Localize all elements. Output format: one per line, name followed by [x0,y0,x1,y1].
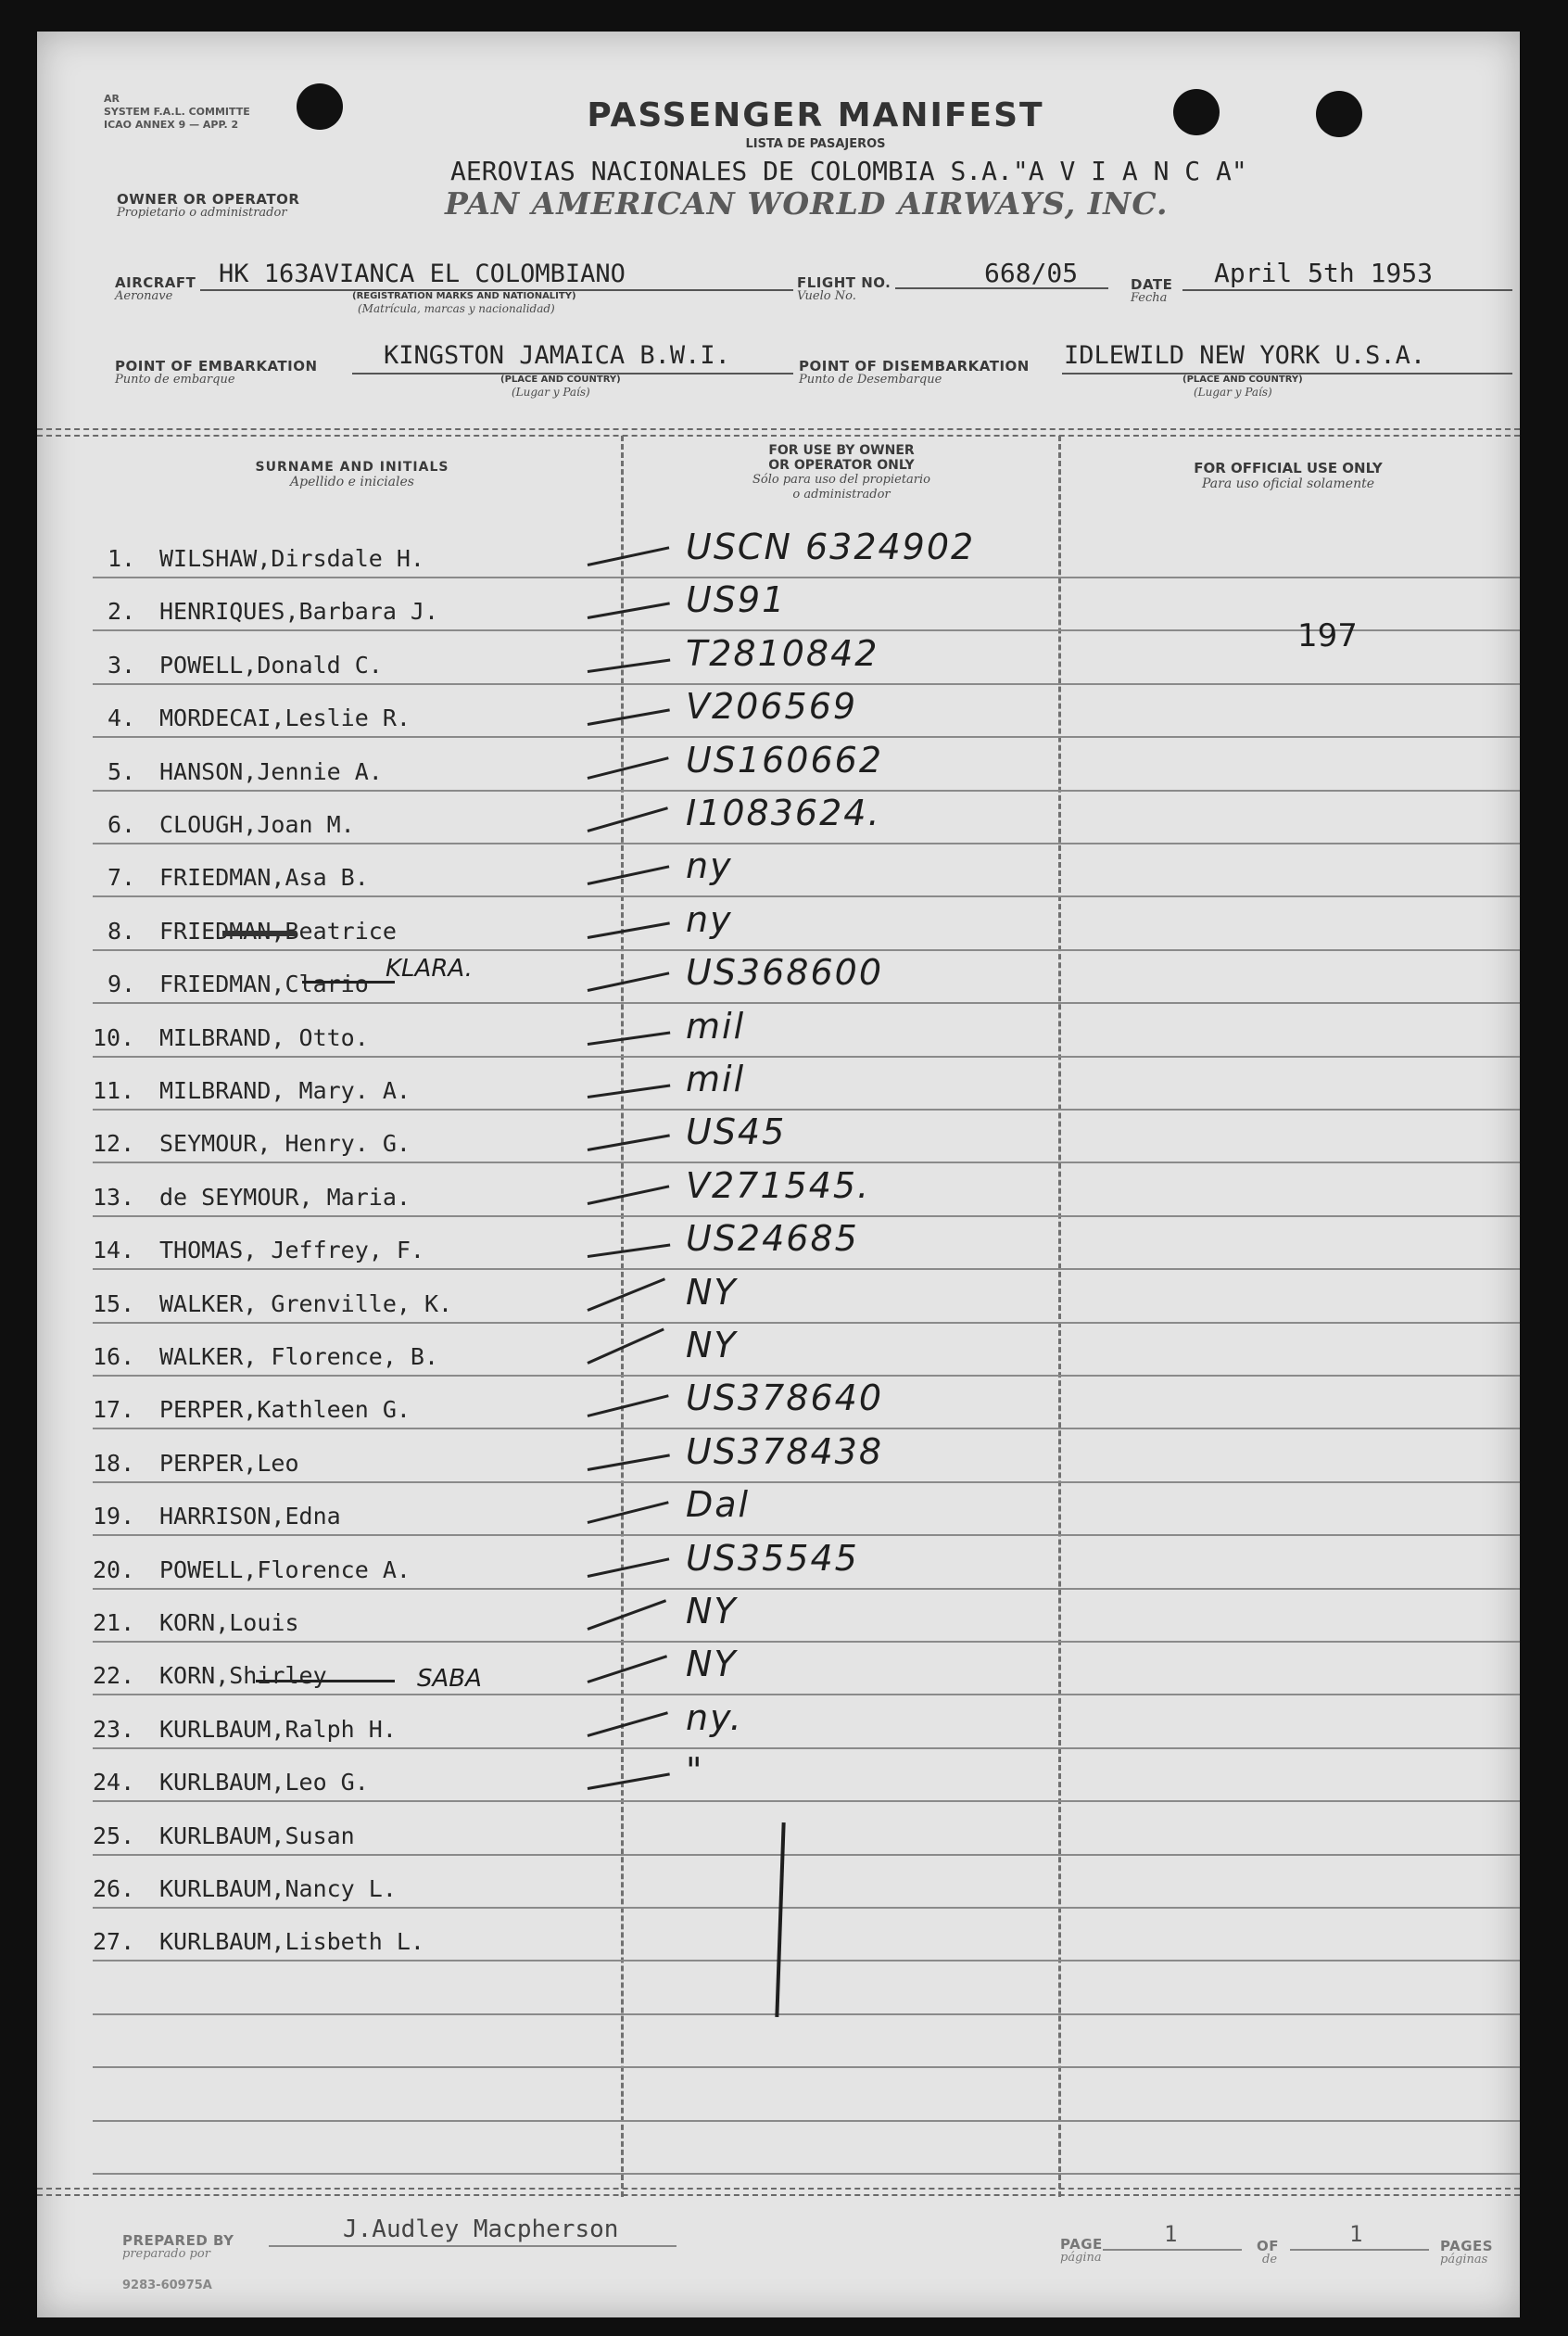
passenger-document-code: NY [686,1591,738,1631]
disembarkation-label-es: Punto de Desembarque [799,373,942,387]
passenger-number: 7. [107,864,136,892]
aircraft-note-es: (Matrícula, marcas y nacionalidad) [358,302,555,315]
passenger-document-code: US45 [686,1111,787,1153]
passenger-number: 3. [107,651,136,679]
check-mark [588,1395,669,1418]
passenger-name: HARRISON,Edna [159,1503,341,1530]
row-rule [93,1109,1520,1111]
passenger-number: 22. [93,1662,135,1690]
row-rule [93,1534,1520,1536]
passenger-document-code: US24685 [686,1218,859,1260]
check-mark [587,1599,666,1631]
check-mark [588,972,670,993]
passenger-name: KURLBAUM,Leo G. [159,1769,369,1796]
embarkation-value: KINGSTON JAMAICA B.W.I. [384,341,730,370]
row-rule [93,1481,1520,1483]
row-rule [93,1428,1520,1429]
row-rule [93,1056,1520,1058]
row-rule [93,683,1520,685]
passenger-document-code: NY [686,1644,738,1685]
passenger-document-code: mil [686,1059,746,1099]
passenger-name: KURLBAUM,Nancy L. [159,1875,397,1902]
passenger-number: 18. [93,1449,135,1477]
check-mark [588,1773,670,1791]
passenger-number: 11. [93,1077,135,1104]
passenger-document-code: NY [686,1271,738,1313]
passenger-document-code: US378640 [686,1377,883,1419]
check-mark [588,1557,670,1578]
check-mark [588,1244,671,1258]
check-mark [588,1135,670,1152]
strike-shirley [256,1680,395,1682]
passenger-document-code: ny. [686,1696,743,1738]
check-mark [588,866,670,886]
passenger-document-code: USCN 6324902 [686,527,976,567]
column-divider [1058,436,1061,2197]
passenger-document-code: T2810842 [686,632,879,674]
disembarkation-place-note: (PLACE AND COUNTRY) [1182,375,1303,385]
passenger-number: 19. [93,1503,135,1530]
passenger-name: KORN,Shirley [159,1662,327,1690]
page-subtitle: LISTA DE PASAJEROS [745,137,886,151]
row-rule [93,736,1520,738]
passenger-name: FRIEDMAN,Beatrice [159,917,397,945]
passenger-number: 24. [93,1769,135,1796]
check-mark [587,1277,665,1311]
passenger-number: 25. [93,1822,135,1849]
passenger-name: KURLBAUM,Ralph H. [159,1715,397,1743]
passenger-document-code: V271545. [686,1164,871,1206]
passenger-document-code: NY [686,1325,738,1365]
owner-operator-label: OWNER OR OPERATOR [117,191,300,208]
table-bottom-border [37,2188,1520,2196]
row-rule [93,2173,1520,2175]
manifest-paper [37,32,1520,2317]
column-divider [621,436,624,2197]
passenger-name: HENRIQUES,Barbara J. [159,598,439,626]
passenger-number: 27. [93,1928,135,1956]
passenger-name: HANSON,Jennie A. [159,757,383,785]
punch-hole [1316,91,1362,137]
passenger-document-code: US35545 [686,1537,859,1579]
row-rule [93,1002,1520,1004]
passenger-document-code: US378438 [686,1430,883,1472]
ditto-line [775,1822,785,2017]
passenger-number: 14. [93,1237,135,1264]
check-mark [588,1185,670,1205]
passenger-name: POWELL,Donald C. [159,651,383,679]
passenger-number: 5. [107,757,136,785]
page-value: 1 [1164,2221,1178,2247]
pages-label-es: páginas [1440,2253,1488,2266]
passenger-number: 26. [93,1875,135,1902]
row-rule [93,790,1520,792]
pages-label: PAGES [1440,2238,1494,2254]
row-rule [93,895,1520,897]
row-rule [93,843,1520,844]
date-label-es: Fecha [1131,291,1168,305]
passenger-name: KORN,Louis [159,1609,299,1636]
passenger-document-code: US160662 [686,739,883,781]
passenger-name: FRIEDMAN,Asa B. [159,864,369,892]
passenger-number: 21. [93,1609,135,1636]
passenger-number: 1. [107,545,136,572]
official-number: 197 [1297,617,1358,654]
check-mark [588,1501,669,1524]
passenger-number: 10. [93,1023,135,1051]
form-code: 9283-60975A [122,2279,212,2292]
passenger-number: 20. [93,1555,135,1583]
passenger-document-code: Dal [686,1484,751,1526]
passenger-document-code: " [686,1750,704,1792]
check-mark [588,603,670,620]
embarkation-label-es: Punto de embarque [115,373,235,387]
passenger-name: KURLBAUM,Lisbeth L. [159,1928,424,1956]
row-rule [93,1800,1520,1802]
passenger-name: KURLBAUM,Susan [159,1822,355,1849]
passenger-name: POWELL,Florence A. [159,1555,411,1583]
strike-clario [302,981,395,984]
saba-annotation: SABA [417,1665,482,1693]
prepared-by-label: PREPARED BY [122,2232,234,2249]
passenger-number: 8. [107,917,136,945]
punch-hole [297,83,343,130]
prepared-by-value: J.Audley Macpherson [343,2215,619,2243]
check-mark [588,921,670,939]
passenger-name: MILBRAND, Mary. A. [159,1077,411,1104]
check-mark [588,546,670,566]
column-header-official: FOR OFFICIAL USE ONLY Para uso oficial solamente [1194,460,1383,491]
passenger-name: MORDECAI,Leslie R. [159,705,411,732]
passenger-number: 4. [107,705,136,732]
prepared-by-label-es: preparado por [122,2247,210,2261]
punch-hole [1173,89,1220,135]
disembarkation-value: IDLEWILD NEW YORK U.S.A. [1064,341,1426,370]
row-rule [93,1215,1520,1217]
passenger-number: 2. [107,598,136,626]
passenger-name: WALKER, Florence, B. [159,1343,439,1370]
passenger-document-code: US368600 [686,952,883,994]
of-label-es: de [1262,2253,1278,2266]
passenger-name: de SEYMOUR, Maria. [159,1183,411,1211]
passenger-number: 9. [107,971,136,998]
passenger-name: WILSHAW,Dirsdale H. [159,545,424,572]
passenger-name: CLOUGH,Joan M. [159,811,355,838]
passenger-document-code: I1083624. [686,793,881,833]
aircraft-value: HK 163AVIANCA EL COLOMBIANO [219,260,626,288]
passenger-number: 23. [93,1715,135,1743]
of-value: 1 [1349,2221,1363,2247]
passenger-document-code: V206569 [686,686,858,728]
row-rule [93,1162,1520,1163]
overwrite-friedman [222,931,297,936]
check-mark [588,1711,668,1737]
aircraft-note: (REGISTRATION MARKS AND NATIONALITY) [352,291,576,301]
owner-operator-label-es: Propietario o administrador [117,206,287,220]
page-label-es: página [1060,2251,1102,2265]
row-rule [93,949,1520,951]
passenger-name: WALKER, Grenville, K. [159,1289,453,1317]
passenger-document-code: ny [686,898,733,940]
passenger-document-code: US91 [686,579,787,621]
aircraft-label: AIRCRAFT [115,274,196,291]
committee-stamp: AR SYSTEM F.A.L. COMMITTE ICAO ANNEX 9 — APP. 2 [104,93,250,131]
check-mark [588,1031,671,1045]
page-title: PASSENGER MANIFEST [587,96,1044,134]
column-header-owner: FOR USE BY OWNER OR OPERATOR ONLY Sólo para uso del propietario o administrador [752,443,931,501]
passenger-document-code: ny [686,845,733,887]
passenger-name: PERPER,Leo [159,1449,299,1477]
row-rule [93,2066,1520,2068]
check-mark [588,1656,668,1684]
check-mark [588,709,670,727]
check-mark [588,756,669,780]
check-mark [587,1328,664,1365]
passenger-name: THOMAS, Jeffrey, F. [159,1237,424,1264]
row-rule [93,1960,1520,1961]
check-mark [588,806,668,832]
row-rule [93,1268,1520,1270]
flight-label-es: Vuelo No. [797,289,856,303]
airline-name-printed: PAN AMERICAN WORLD AIRWAYS, INC. [445,185,1169,222]
check-mark [588,1454,670,1471]
disembarkation-label: POINT OF DISEMBARKATION [799,358,1030,375]
passenger-number: 17. [93,1396,135,1424]
passenger-number: 13. [93,1183,135,1211]
row-rule [93,1694,1520,1695]
row-rule [93,2013,1520,2015]
flight-value: 668/05 [984,258,1079,288]
airline-name-typed: AEROVIAS NACIONALES DE COLOMBIA S.A."A V I A N C A" [450,156,1247,186]
flight-label: FLIGHT NO. [797,274,891,291]
passenger-name: SEYMOUR, Henry. G. [159,1130,411,1158]
date-value: April 5th 1953 [1214,258,1434,288]
passenger-name: PERPER,Kathleen G. [159,1396,411,1424]
disembarkation-place-note-es: (Lugar y País) [1194,386,1272,399]
embarkation-place-note-es: (Lugar y País) [512,386,590,399]
check-mark [588,1084,671,1098]
passenger-document-code: mil [686,1005,746,1047]
klara-annotation: KLARA. [386,955,473,983]
passenger-name: MILBRAND, Otto. [159,1023,369,1051]
row-rule [93,1747,1520,1749]
row-rule [93,1588,1520,1590]
passenger-number: 16. [93,1343,135,1370]
row-rule [93,1907,1520,1909]
row-rule [93,1641,1520,1643]
row-rule [93,2120,1520,2122]
column-header-name: SURNAME AND INITIALS Apellido e iniciales [255,460,449,489]
embarkation-label: POINT OF EMBARKATION [115,358,318,375]
passenger-name: FRIEDMAN,Clario [159,971,369,998]
of-label: OF [1257,2238,1279,2254]
row-rule [93,577,1520,578]
embarkation-place-note: (PLACE AND COUNTRY) [500,375,621,385]
check-mark [588,658,671,672]
passenger-number: 15. [93,1289,135,1317]
page-label: PAGE [1060,2236,1103,2253]
passenger-number: 12. [93,1130,135,1158]
row-rule [93,1854,1520,1856]
aircraft-label-es: Aeronave [115,289,173,303]
row-rule [93,1322,1520,1324]
passenger-number: 6. [107,811,136,838]
date-label: DATE [1131,276,1173,293]
row-rule [93,1375,1520,1377]
table-top-border [37,428,1520,437]
